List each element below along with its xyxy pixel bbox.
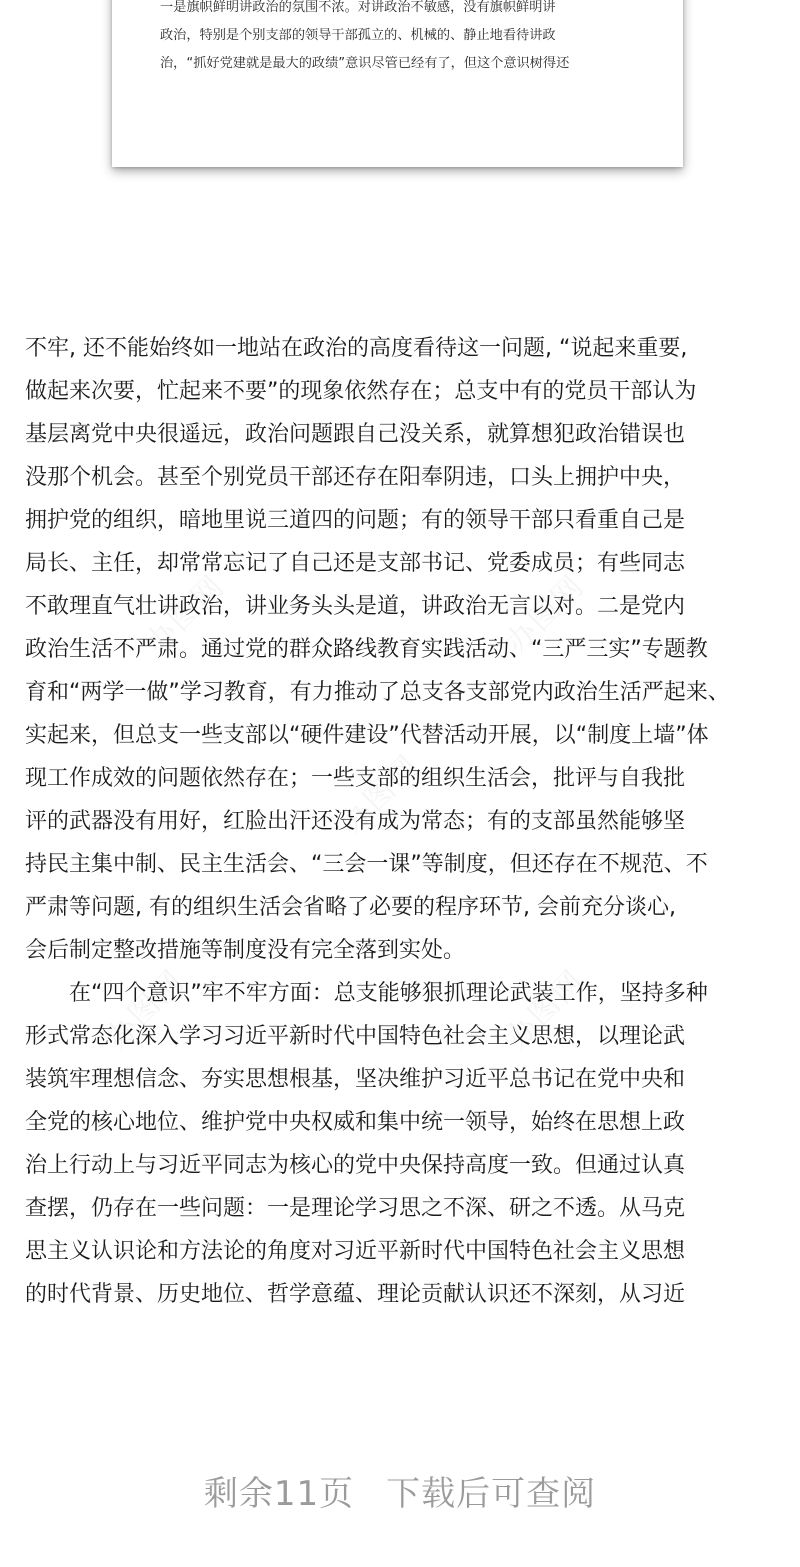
watermark: 办图网 [499,568,592,661]
body-line: 拥护党的组织，暗地里说三道四的问题；有的领导干部只看重自己是 [25,508,686,533]
body-line: 做起来次要，忙起来不要”的现象依然存在；总支中有的党员干部认为 [25,379,697,404]
body-line: 政治生活不严肃。通过党的群众路线教育实践活动、“三严三实”专题教 [25,637,708,662]
body-line: 思主义认识论和方法论的角度对习近平新时代中国特色社会主义思想 [25,1239,686,1264]
watermark: 办图网 [99,963,192,1056]
watermark: 办图网 [139,568,232,661]
remaining-pages-count: 剩余11页 [203,1474,355,1514]
body-line: 现工作成效的问题依然存在；一些支部的组织生活会，批评与自我批 [25,766,686,791]
body-line: 形式常态化深入学习习近平新时代中国特色社会主义思想，以理论武 [25,1024,686,1049]
body-line: 会后制定整改措施等制度没有完全落到实处。 [25,938,466,963]
preview-line: 治，“抓好党建就是最大的政绩”意识尽管已经有了，但这个意识树得还 [160,56,570,71]
body-line: 不敢理直气壮讲政治，讲业务头头是道，讲政治无言以对。二是党内 [25,594,686,619]
document-body [25,327,795,1316]
body-line: 不牢, 还不能始终如一地站在政治的高度看待这一问题, “说起来重要, [25,336,688,361]
body-line: 基层离党中央很遥远，政治问题跟自己没关系，就算想犯政治错误也 [25,422,686,447]
body-line: 的时代背景、历史地位、哲学意蕴、理论贡献认识还不深刻，从习近 [25,1282,686,1307]
body-line: 严肃等问题, 有的组织生活会省略了必要的程序环节, 会前充分谈心, [25,895,676,920]
preview-line: 政治，特别是个别支部的领导干部孤立的、机械的、静止地看待讲政 [160,28,556,43]
body-line: 评的武器没有用好，红脸出汗还没有成为常态；有的支部虽然能够坚 [25,809,686,834]
preview-line: 一是旗帜鲜明讲政治的氛围不浓。对讲政治不敏感，没有旗帜鲜明讲 [160,0,556,15]
body-line: 局长、主任，却常常忘记了自己还是支部书记、党委成员；有些同志 [25,551,686,576]
paragraph-start-line: 在“四个意识”牢不牢方面：总支能够狠抓理论武装工作，坚持多种 [69,981,708,1006]
page-preview-card [112,0,683,167]
watermark: 办图网 [334,748,427,841]
body-line: 实起来，但总支一些支部以“硬件建设”代替活动开展，以“制度上墙”体 [25,723,709,748]
body-line: 装筑牢理想信念、夯实思想根基，坚决维护习近平总书记在党中央和 [25,1067,686,1092]
download-hint: 下载后可查阅 [386,1474,597,1514]
body-line: 育和“两学一做”学习教育，有力推动了总支各支部党内政治生活严起来、 [25,680,730,705]
preview-text [160,0,655,78]
remaining-pages-notice[interactable] [0,1466,800,1515]
body-line: 持民主集中制、民主生活会、“三会一课”等制度，但还存在不规范、不 [25,852,708,877]
watermark: 办图网 [499,963,592,1056]
body-line: 全党的核心地位、维护党中央权威和集中统一领导，始终在思想上政 [25,1110,686,1135]
body-line: 查摆，仍存在一些问题：一是理论学习思之不深、研之不透。从马克 [25,1196,686,1221]
body-line: 没那个机会。甚至个别党员干部还存在阳奉阴违，口头上拥护中央， [25,465,686,490]
body-line: 治上行动上与习近平同志为核心的党中央保持高度一致。但通过认真 [25,1153,686,1178]
